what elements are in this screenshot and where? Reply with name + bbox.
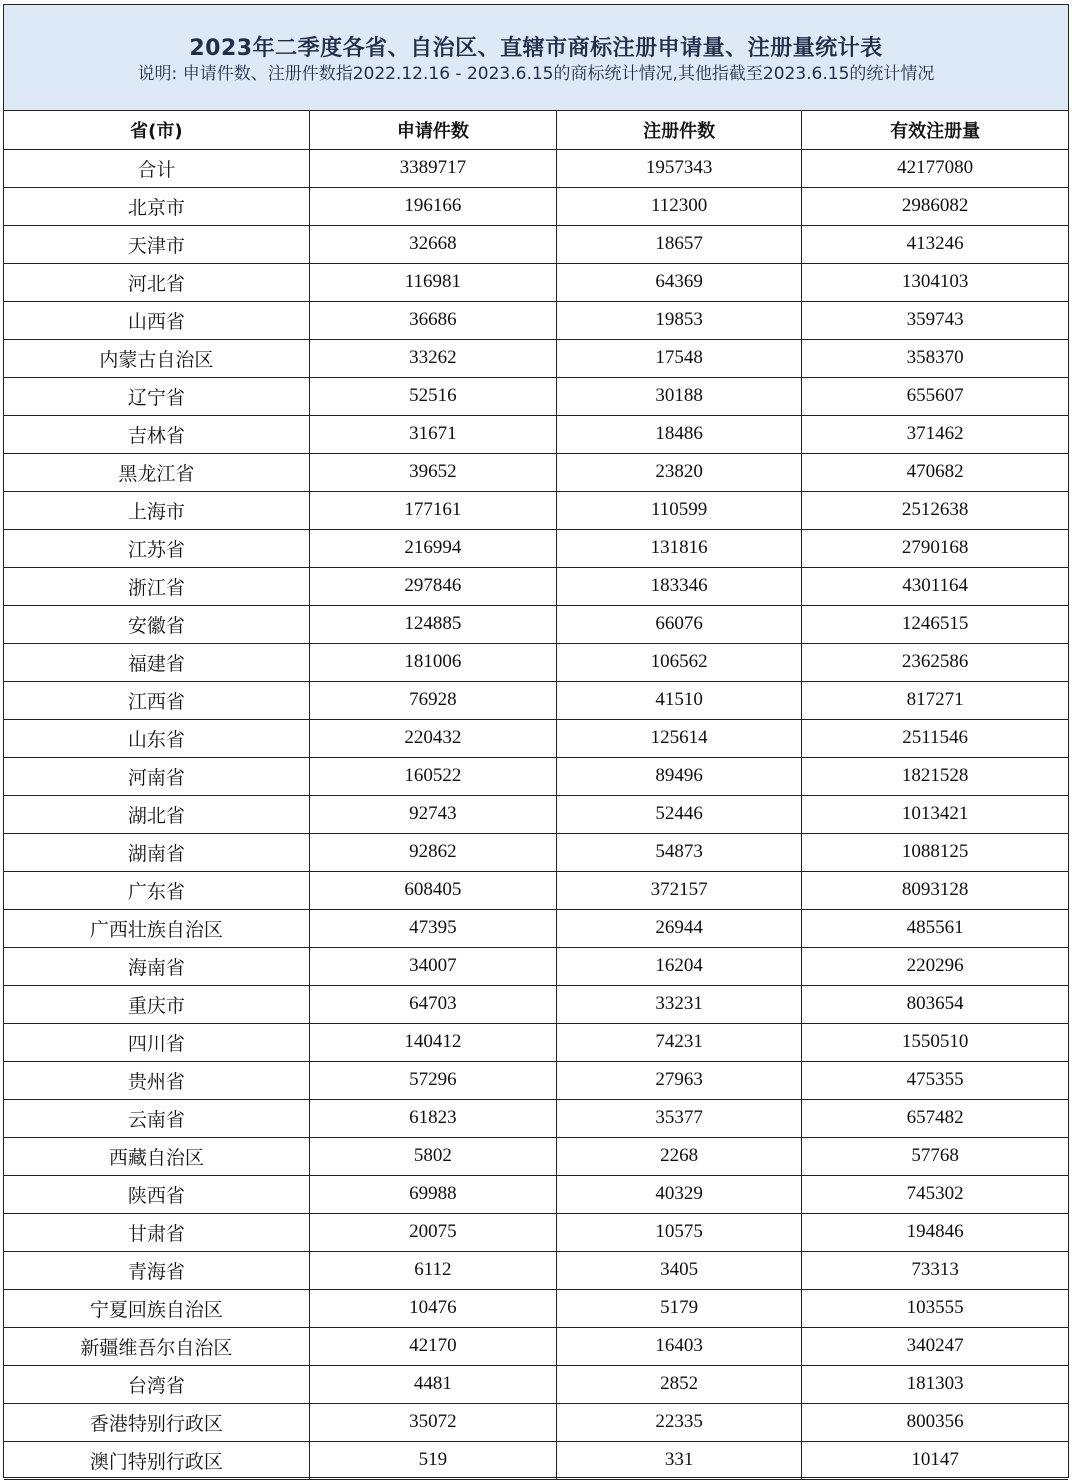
applications-cell: 33262 [309, 339, 556, 377]
registrations-cell: 1957343 [557, 149, 802, 187]
valid-registrations-cell: 359743 [802, 301, 1068, 339]
province-cell: 广东省 [4, 871, 309, 909]
province-cell: 云南省 [4, 1099, 309, 1137]
registrations-cell: 331 [557, 1441, 802, 1479]
valid-registrations-cell: 800356 [802, 1403, 1068, 1441]
registrations-cell: 33231 [557, 985, 802, 1023]
province-cell: 河南省 [4, 757, 309, 795]
valid-registrations-cell: 1304103 [802, 263, 1068, 301]
valid-registrations-cell: 655607 [802, 377, 1068, 415]
province-cell: 福建省 [4, 643, 309, 681]
province-cell: 内蒙古自治区 [4, 339, 309, 377]
valid-registrations-cell: 1246515 [802, 605, 1068, 643]
valid-registrations-cell: 371462 [802, 415, 1068, 453]
valid-registrations-cell: 485561 [802, 909, 1068, 947]
province-cell: 广西壮族自治区 [4, 909, 309, 947]
valid-registrations-cell: 470682 [802, 453, 1068, 491]
valid-registrations-cell: 745302 [802, 1175, 1068, 1213]
table-row [4, 985, 1068, 1023]
registrations-cell: 41510 [557, 681, 802, 719]
column-header-province: 省(市) [4, 111, 309, 149]
valid-registrations-cell: 2511546 [802, 719, 1068, 757]
table-row [4, 1175, 1068, 1213]
province-cell: 陕西省 [4, 1175, 309, 1213]
table-body [4, 149, 1068, 1479]
table-row [4, 1327, 1068, 1365]
registrations-cell: 54873 [557, 833, 802, 871]
province-cell: 黑龙江省 [4, 453, 309, 491]
valid-registrations-cell: 194846 [802, 1213, 1068, 1251]
province-cell: 重庆市 [4, 985, 309, 1023]
valid-registrations-cell: 73313 [802, 1251, 1068, 1289]
province-cell: 宁夏回族自治区 [4, 1289, 309, 1327]
table-row [4, 377, 1068, 415]
province-cell: 青海省 [4, 1251, 309, 1289]
valid-registrations-cell: 340247 [802, 1327, 1068, 1365]
registrations-cell: 16403 [557, 1327, 802, 1365]
applications-cell: 52516 [309, 377, 556, 415]
registrations-cell: 18657 [557, 225, 802, 263]
registrations-cell: 2852 [557, 1365, 802, 1403]
table-row [4, 1213, 1068, 1251]
province-cell: 天津市 [4, 225, 309, 263]
province-cell: 新疆维吾尔自治区 [4, 1327, 309, 1365]
valid-registrations-cell: 103555 [802, 1289, 1068, 1327]
registrations-cell: 106562 [557, 643, 802, 681]
applications-cell: 47395 [309, 909, 556, 947]
valid-registrations-cell: 2790168 [802, 529, 1068, 567]
trademark-statistics-table [4, 111, 1068, 1480]
table-row [4, 1251, 1068, 1289]
registrations-cell: 10575 [557, 1213, 802, 1251]
table-row [4, 453, 1068, 491]
applications-cell: 177161 [309, 491, 556, 529]
province-cell: 贵州省 [4, 1061, 309, 1099]
statistics-sheet [3, 4, 1069, 1478]
applications-cell: 3389717 [309, 149, 556, 187]
registrations-cell: 112300 [557, 187, 802, 225]
valid-registrations-cell: 1013421 [802, 795, 1068, 833]
applications-cell: 140412 [309, 1023, 556, 1061]
registrations-cell: 18486 [557, 415, 802, 453]
applications-cell: 20075 [309, 1213, 556, 1251]
province-cell: 北京市 [4, 187, 309, 225]
table-row [4, 301, 1068, 339]
applications-cell: 35072 [309, 1403, 556, 1441]
province-cell: 浙江省 [4, 567, 309, 605]
province-cell: 上海市 [4, 491, 309, 529]
valid-registrations-cell: 358370 [802, 339, 1068, 377]
applications-cell: 160522 [309, 757, 556, 795]
applications-cell: 6112 [309, 1251, 556, 1289]
province-cell: 海南省 [4, 947, 309, 985]
province-cell: 辽宁省 [4, 377, 309, 415]
table-row [4, 1023, 1068, 1061]
registrations-cell: 64369 [557, 263, 802, 301]
table-note: 说明: 申请件数、注册件数指2022.12.16 - 2023.6.15的商标统计情况,其他指截至2023.6.15的统计情况 [137, 64, 935, 84]
registrations-cell: 17548 [557, 339, 802, 377]
applications-cell: 216994 [309, 529, 556, 567]
applications-cell: 92743 [309, 795, 556, 833]
province-cell: 甘肃省 [4, 1213, 309, 1251]
applications-cell: 39652 [309, 453, 556, 491]
column-header-registrations: 注册件数 [557, 111, 802, 149]
registrations-cell: 5179 [557, 1289, 802, 1327]
column-header-row [4, 111, 1068, 149]
province-cell: 吉林省 [4, 415, 309, 453]
registrations-cell: 30188 [557, 377, 802, 415]
table-row [4, 833, 1068, 871]
registrations-cell: 16204 [557, 947, 802, 985]
registrations-cell: 26944 [557, 909, 802, 947]
table-row [4, 1289, 1068, 1327]
province-cell: 香港特别行政区 [4, 1403, 309, 1441]
applications-cell: 519 [309, 1441, 556, 1479]
registrations-cell: 52446 [557, 795, 802, 833]
table-row [4, 719, 1068, 757]
table-title: 2023年二季度各省、自治区、直辖市商标注册申请量、注册量统计表 [189, 36, 883, 61]
table-row [4, 605, 1068, 643]
applications-cell: 32668 [309, 225, 556, 263]
province-cell: 江苏省 [4, 529, 309, 567]
applications-cell: 196166 [309, 187, 556, 225]
column-header-valid-registrations: 有效注册量 [802, 111, 1068, 149]
applications-cell: 297846 [309, 567, 556, 605]
valid-registrations-cell: 42177080 [802, 149, 1068, 187]
table-row [4, 1441, 1068, 1479]
registrations-cell: 27963 [557, 1061, 802, 1099]
valid-registrations-cell: 10147 [802, 1441, 1068, 1479]
table-row [4, 415, 1068, 453]
table-row [4, 909, 1068, 947]
valid-registrations-cell: 2986082 [802, 187, 1068, 225]
applications-cell: 92862 [309, 833, 556, 871]
valid-registrations-cell: 57768 [802, 1137, 1068, 1175]
province-cell: 西藏自治区 [4, 1137, 309, 1175]
valid-registrations-cell: 8093128 [802, 871, 1068, 909]
registrations-cell: 183346 [557, 567, 802, 605]
table-row [4, 187, 1068, 225]
applications-cell: 69988 [309, 1175, 556, 1213]
registrations-cell: 22335 [557, 1403, 802, 1441]
valid-registrations-cell: 803654 [802, 985, 1068, 1023]
valid-registrations-cell: 181303 [802, 1365, 1068, 1403]
registrations-cell: 131816 [557, 529, 802, 567]
table-row [4, 567, 1068, 605]
table-row [4, 1403, 1068, 1441]
registrations-cell: 23820 [557, 453, 802, 491]
registrations-cell: 40329 [557, 1175, 802, 1213]
table-row [4, 757, 1068, 795]
province-cell: 湖南省 [4, 833, 309, 871]
applications-cell: 31671 [309, 415, 556, 453]
applications-cell: 5802 [309, 1137, 556, 1175]
applications-cell: 10476 [309, 1289, 556, 1327]
applications-cell: 57296 [309, 1061, 556, 1099]
registrations-cell: 19853 [557, 301, 802, 339]
province-cell: 澳门特别行政区 [4, 1441, 309, 1479]
province-cell: 山西省 [4, 301, 309, 339]
table-row [4, 225, 1068, 263]
table-row [4, 1099, 1068, 1137]
valid-registrations-cell: 817271 [802, 681, 1068, 719]
valid-registrations-cell: 2362586 [802, 643, 1068, 681]
registrations-cell: 66076 [557, 605, 802, 643]
registrations-cell: 35377 [557, 1099, 802, 1137]
table-row [4, 871, 1068, 909]
valid-registrations-cell: 1550510 [802, 1023, 1068, 1061]
table-row [4, 529, 1068, 567]
province-cell: 台湾省 [4, 1365, 309, 1403]
table-row [4, 1061, 1068, 1099]
province-cell: 四川省 [4, 1023, 309, 1061]
valid-registrations-cell: 1821528 [802, 757, 1068, 795]
applications-cell: 61823 [309, 1099, 556, 1137]
table-row [4, 491, 1068, 529]
province-cell: 安徽省 [4, 605, 309, 643]
table-row [4, 643, 1068, 681]
applications-cell: 64703 [309, 985, 556, 1023]
table-header-banner [4, 5, 1068, 111]
registrations-cell: 125614 [557, 719, 802, 757]
valid-registrations-cell: 413246 [802, 225, 1068, 263]
applications-cell: 34007 [309, 947, 556, 985]
applications-cell: 4481 [309, 1365, 556, 1403]
applications-cell: 116981 [309, 263, 556, 301]
table-row [4, 947, 1068, 985]
applications-cell: 76928 [309, 681, 556, 719]
total-row [4, 149, 1068, 187]
valid-registrations-cell: 657482 [802, 1099, 1068, 1137]
applications-cell: 124885 [309, 605, 556, 643]
valid-registrations-cell: 220296 [802, 947, 1068, 985]
valid-registrations-cell: 1088125 [802, 833, 1068, 871]
applications-cell: 608405 [309, 871, 556, 909]
province-cell: 江西省 [4, 681, 309, 719]
applications-cell: 36686 [309, 301, 556, 339]
valid-registrations-cell: 4301164 [802, 567, 1068, 605]
registrations-cell: 110599 [557, 491, 802, 529]
table-row [4, 795, 1068, 833]
table-row [4, 1365, 1068, 1403]
registrations-cell: 3405 [557, 1251, 802, 1289]
province-cell: 山东省 [4, 719, 309, 757]
valid-registrations-cell: 2512638 [802, 491, 1068, 529]
registrations-cell: 2268 [557, 1137, 802, 1175]
table-row [4, 681, 1068, 719]
column-header-applications: 申请件数 [309, 111, 556, 149]
registrations-cell: 74231 [557, 1023, 802, 1061]
registrations-cell: 89496 [557, 757, 802, 795]
table-row [4, 339, 1068, 377]
table-row [4, 263, 1068, 301]
province-cell: 湖北省 [4, 795, 309, 833]
province-cell: 河北省 [4, 263, 309, 301]
province-cell: 合计 [4, 149, 309, 187]
applications-cell: 220432 [309, 719, 556, 757]
registrations-cell: 372157 [557, 871, 802, 909]
applications-cell: 42170 [309, 1327, 556, 1365]
table-row [4, 1137, 1068, 1175]
applications-cell: 181006 [309, 643, 556, 681]
valid-registrations-cell: 475355 [802, 1061, 1068, 1099]
